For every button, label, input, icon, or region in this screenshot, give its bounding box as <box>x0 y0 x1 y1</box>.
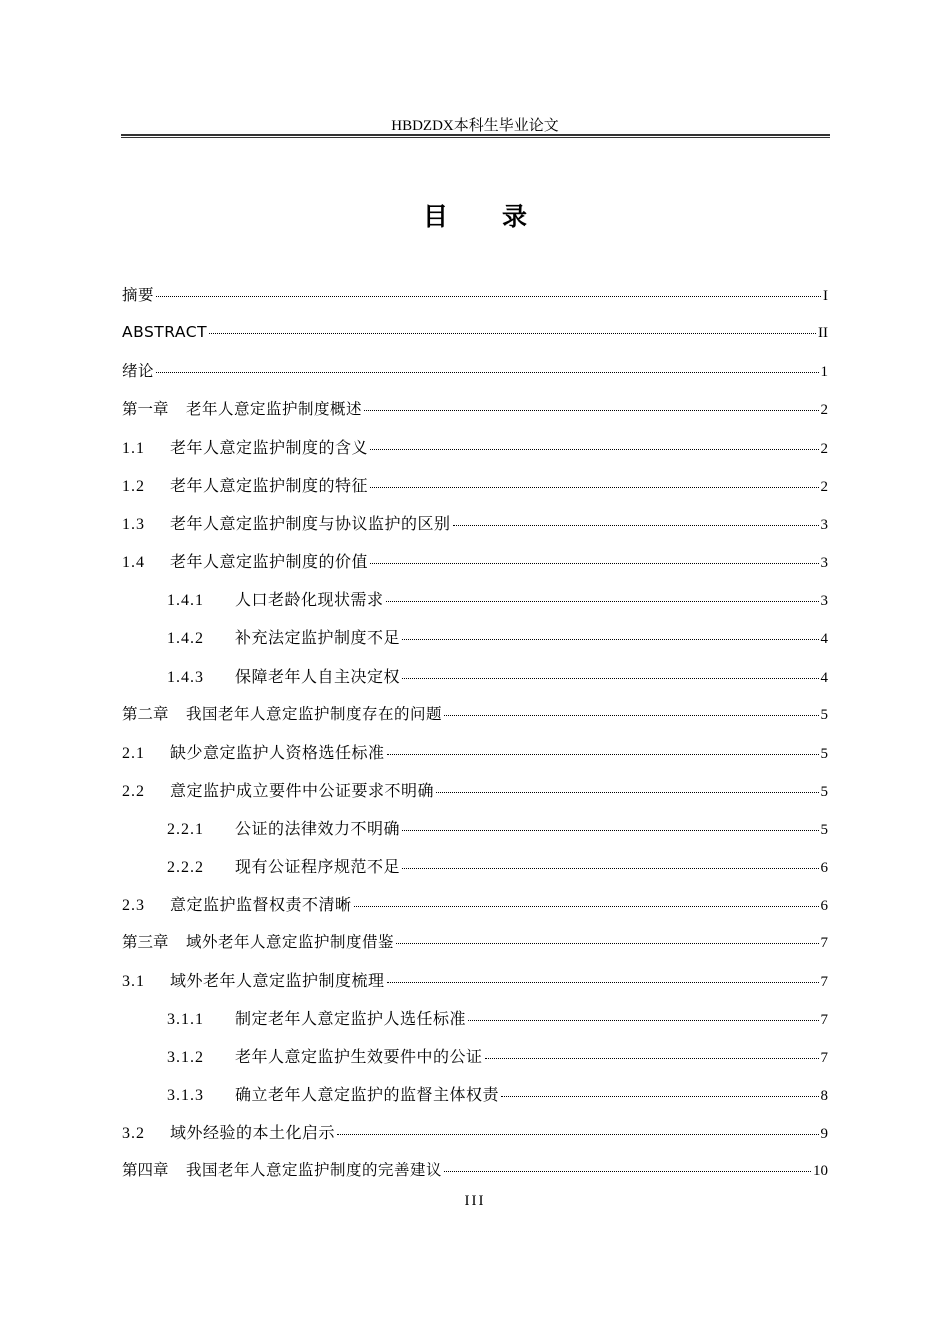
toc-entry[interactable] <box>122 549 828 573</box>
toc-entry-number: 第四章 <box>122 1161 169 1180</box>
toc-entry-label: 老年人意定监护制度与协议监护的区别 <box>170 516 451 534</box>
toc-entry[interactable] <box>122 1158 828 1182</box>
toc-entry[interactable] <box>122 1082 828 1106</box>
toc-entry[interactable] <box>122 1044 828 1068</box>
toc-title-char-2: 录 <box>502 202 528 231</box>
toc-dot-leader <box>402 856 818 872</box>
toc-entry[interactable] <box>122 511 828 535</box>
toc-entry-number: 2.1 <box>122 744 145 762</box>
toc-entry-page: 7 <box>820 1011 828 1028</box>
toc-entry-label: 域外老年人意定监护制度借鉴 <box>186 932 395 951</box>
page-number: III <box>464 1193 486 1209</box>
toc-dot-leader <box>468 1008 818 1024</box>
toc-entry-page: 3 <box>820 555 828 572</box>
toc-entry[interactable] <box>122 778 828 802</box>
toc-entry-page: 6 <box>820 897 828 914</box>
toc-entry-page: 10 <box>813 1163 828 1180</box>
toc-entry-number: 第三章 <box>122 932 169 951</box>
toc-entry-page: II <box>818 325 828 342</box>
toc-entry-number: 3.2 <box>122 1125 145 1143</box>
toc-entry-page: 5 <box>820 745 828 762</box>
header-rule <box>121 134 830 138</box>
toc-dot-leader <box>354 894 819 910</box>
toc-dot-leader <box>453 513 819 529</box>
toc-entry-number: 第一章 <box>122 400 169 419</box>
toc-title <box>0 197 950 233</box>
toc-entry-page: 5 <box>820 783 828 800</box>
toc-entry[interactable] <box>122 359 828 383</box>
toc-dot-leader <box>364 398 818 414</box>
toc-entry[interactable] <box>122 1006 828 1030</box>
toc-dot-leader <box>402 666 818 682</box>
toc-entry-page: 4 <box>820 631 828 648</box>
toc-entry-number: 1.4.1 <box>167 592 204 610</box>
toc-dot-leader <box>370 437 818 453</box>
toc-entry[interactable] <box>122 1120 828 1144</box>
toc-dot-leader <box>396 931 818 947</box>
toc-entry-page: 5 <box>820 706 828 723</box>
toc-entry-page: 2 <box>820 402 828 419</box>
toc-entry-number: 1.4.2 <box>167 630 204 648</box>
toc-dot-leader <box>444 1159 811 1175</box>
toc-dot-leader <box>156 284 821 300</box>
toc-entry-label: 制定老年人意定监护人选任标准 <box>235 1010 467 1028</box>
toc-entry[interactable] <box>122 664 828 688</box>
toc-entry-label: 老年人意定监护制度概述 <box>186 400 363 419</box>
toc-dot-leader <box>386 589 819 605</box>
toc-entry-label: 老年人意定监护制度的价值 <box>170 554 369 572</box>
toc-entry-page: I <box>823 288 828 304</box>
toc-dot-leader <box>370 551 818 567</box>
toc-entry-label: 意定监护成立要件中公证要求不明确 <box>170 782 435 800</box>
toc-entry-label: 保障老年人自主决定权 <box>235 668 401 686</box>
toc-entry-page: 2 <box>820 441 828 458</box>
toc-entry-number: 第二章 <box>122 704 169 723</box>
toc-dot-leader <box>485 1046 819 1062</box>
toc-entry-label: 现有公证程序规范不足 <box>235 858 401 876</box>
toc-entry-number: 1.3 <box>122 516 145 534</box>
toc-dot-leader <box>156 360 818 376</box>
toc-entry[interactable] <box>122 283 828 307</box>
toc-entry-page: 5 <box>820 821 828 838</box>
toc-entry-label: 老年人意定监护制度的特征 <box>170 478 369 496</box>
toc-entry-label: 老年人意定监护制度的含义 <box>170 440 369 458</box>
toc-entry-label: ABSTRACT <box>122 323 208 342</box>
toc-entry-label: 域外经验的本土化启示 <box>170 1125 336 1143</box>
toc-entry[interactable] <box>122 702 828 726</box>
toc-entry-label: 人口老龄化现状需求 <box>235 592 384 610</box>
toc-dot-leader <box>402 627 818 643</box>
toc-dot-leader <box>337 1122 818 1138</box>
toc-entry[interactable] <box>122 625 828 649</box>
toc-entry-number: 3.1.2 <box>167 1049 204 1066</box>
running-header: HBDZDX本科生毕业论文 <box>391 118 559 134</box>
toc-entry-page: 7 <box>820 934 828 951</box>
toc-entry-page: 3 <box>820 593 828 610</box>
toc-entry-label: 老年人意定监护生效要件中的公证 <box>235 1049 483 1066</box>
toc-entry[interactable] <box>122 968 828 992</box>
toc-entry-label: 绪论 <box>122 362 155 381</box>
toc-entry[interactable] <box>122 473 828 497</box>
toc-entry-number: 1.4.3 <box>167 668 204 686</box>
toc-entry-number: 1.2 <box>122 478 145 496</box>
toc-dot-leader <box>444 703 818 719</box>
toc-entry-page: 2 <box>820 479 828 496</box>
toc-entry-label: 域外老年人意定监护制度梳理 <box>170 972 385 990</box>
toc-entry-page: 9 <box>820 1126 828 1143</box>
toc-entry-page: 1 <box>820 364 828 381</box>
toc-entry-number: 1.1 <box>122 440 145 458</box>
toc-entry-label: 确立老年人意定监护的监督主体权责 <box>235 1087 500 1105</box>
toc-entry[interactable] <box>122 397 828 421</box>
toc-entry-number: 3.1.1 <box>167 1010 204 1028</box>
toc-dot-leader <box>436 780 818 796</box>
toc-entry-number: 1.4 <box>122 554 145 572</box>
toc-dot-leader <box>402 818 818 834</box>
toc-title-char-1: 目 <box>422 202 448 231</box>
toc-entry[interactable] <box>122 435 828 459</box>
toc-entry[interactable] <box>122 816 828 840</box>
toc-entry[interactable] <box>122 930 828 954</box>
toc-entry-label: 缺少意定监护人资格选任标准 <box>170 744 385 762</box>
toc-entry-page: 7 <box>820 1050 828 1066</box>
toc-entry-label: 我国老年人意定监护制度的完善建议 <box>186 1161 443 1180</box>
toc-entry-number: 3.1.3 <box>167 1087 204 1105</box>
toc-dot-leader <box>370 475 818 491</box>
toc-dot-leader <box>387 742 819 758</box>
toc-dot-leader <box>501 1084 818 1100</box>
toc-entry-page: 7 <box>820 973 828 990</box>
toc-dot-leader <box>387 970 819 986</box>
toc-entry-label: 公证的法律效力不明确 <box>235 820 401 838</box>
toc-entry-page: 6 <box>820 859 828 876</box>
toc-entry[interactable] <box>122 854 828 878</box>
toc-entry-number: 3.1 <box>122 972 145 990</box>
toc-entry[interactable] <box>122 892 828 916</box>
toc-entry-label: 摘要 <box>122 286 155 304</box>
toc-entry-page: 3 <box>820 517 828 534</box>
toc-entry-number: 2.3 <box>122 896 145 914</box>
toc-entry-page: 8 <box>820 1088 828 1105</box>
toc-entry-label: 我国老年人意定监护制度存在的问题 <box>186 704 443 723</box>
toc-entry[interactable] <box>122 321 828 345</box>
toc-entry-label: 意定监护监督权责不清晰 <box>170 896 352 914</box>
toc-dot-leader <box>209 321 816 337</box>
toc-entry[interactable] <box>122 587 828 611</box>
toc-entry-number: 2.2 <box>122 782 145 800</box>
toc-entry-page: 4 <box>820 669 828 686</box>
toc-entry-label: 补充法定监护制度不足 <box>235 630 401 648</box>
toc-entry-number: 2.2.1 <box>167 820 204 838</box>
toc-entry[interactable] <box>122 740 828 764</box>
toc-entry-number: 2.2.2 <box>167 858 204 876</box>
